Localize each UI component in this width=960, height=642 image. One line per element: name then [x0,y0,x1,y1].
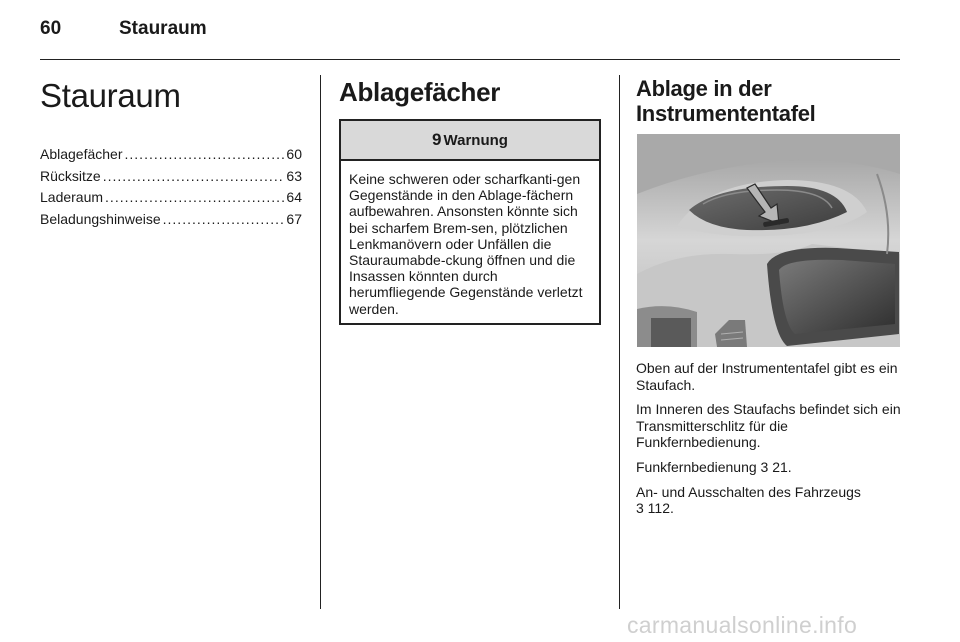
toc-entry-label: Laderaum [40,189,104,205]
toc-leader [163,209,285,231]
page-header [40,18,207,40]
toc-entry-page: 67 [286,210,302,227]
toc-leader [105,187,284,209]
toc-leader [103,166,285,188]
toc-entry-page: 60 [286,146,302,162]
header-title: Stauraum [119,18,207,39]
body-text [636,360,902,525]
toc-entry-label: Beladungshinweise [40,210,161,227]
toc-entry[interactable] [40,144,302,166]
paragraph-reference [636,459,902,476]
toc-entry[interactable] [40,166,302,188]
toc-entry-page: 63 [286,167,302,184]
dashboard-storage-photo [637,134,900,347]
chapter-title: Stauraum [40,77,181,114]
column-divider-1 [320,75,321,609]
toc-entry-label: Ablagefächer [40,146,123,162]
reference-label: An- und Ausschalten des Fahrzeugs [636,483,861,500]
column-ablagefaecher [339,76,601,325]
section-title-line1: Ablage in der [636,76,772,101]
toc-leader [125,144,285,166]
column-divider-2 [619,75,620,609]
section-title [636,76,902,126]
toc-entry[interactable] [40,187,302,209]
watermark: carmanualsonline.info [627,612,858,638]
toc-entry-label: Rücksitze [40,167,101,184]
paragraph: Im Inneren des Staufachs befindet sich ein Transmitterschlitz für die Funkfernbedienung. [636,401,901,451]
warning-header [341,121,599,161]
section-title: Ablagefächer [339,77,501,107]
reference-label: Funkfernbedienung [636,458,757,475]
section-title-line2: Instrumententafel [636,101,816,126]
page-reference-link[interactable]: 3 112. [636,500,674,517]
paragraph-reference [636,484,902,517]
column-instrumententafel [636,76,902,517]
table-of-contents [40,144,302,230]
warning-label: Warnung [443,132,508,149]
header-rule [40,59,900,60]
warning-box [339,119,601,325]
column-contents [40,76,302,230]
warning-text: Keine schweren oder scharfkanti-gen Gegenstände in den Ablage-fächern aufbewahren. Ansonsten könnte sich bei scharfem Brem-sen, plötzlichen Lenkmanövern oder Unfällen die Stauraumabde-ckung öffnen und die Insassen könnten durch herumfliegende Gegenstände verletzt werden. [349,171,583,317]
toc-entry-page: 64 [286,189,302,205]
warning-icon: 9 [432,130,442,149]
page-reference-link[interactable]: 3 21. [760,458,792,475]
page-number: 60 [40,18,62,39]
paragraph: Oben auf der Instrumententafel gibt es ein Staufach. [636,360,898,393]
toc-entry[interactable] [40,209,302,231]
